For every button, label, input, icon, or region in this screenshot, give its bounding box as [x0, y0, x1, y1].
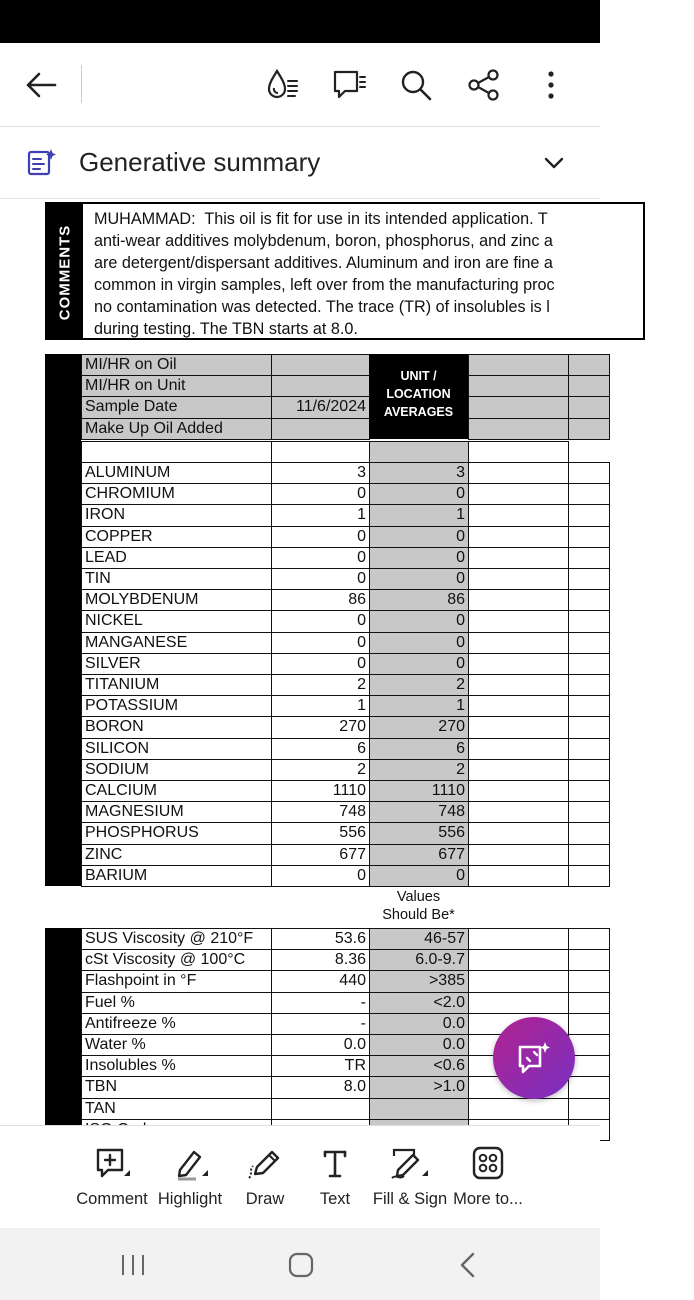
property-should-be: >1.0: [369, 1076, 469, 1098]
comments-icon[interactable]: [327, 63, 371, 107]
ai-assistant-icon: [514, 1038, 554, 1078]
property-should-be: [369, 1098, 469, 1120]
more-icon[interactable]: [529, 63, 573, 107]
element-value: 1: [271, 695, 370, 717]
spacer-cell: [81, 441, 272, 463]
element-average: 2: [369, 759, 469, 781]
element-average: 0: [369, 865, 469, 887]
extra-column-cell: [468, 610, 569, 632]
values-header-line: Values: [396, 889, 441, 905]
bottom-tools-bar: [0, 1125, 600, 1228]
property-name: Antifreeze %: [81, 1013, 272, 1035]
extra-column-cell: [568, 462, 610, 484]
extra-column-cell: [468, 949, 569, 971]
extra-column-cell: [568, 526, 610, 548]
element-value: 3: [271, 462, 370, 484]
text-icon: [313, 1146, 357, 1182]
comments-label: COMMENTS: [56, 224, 74, 321]
property-should-be: 6.0-9.7: [369, 949, 469, 971]
spacer-cell: [468, 441, 569, 463]
element-average: 0: [369, 653, 469, 675]
element-name: BARIUM: [81, 865, 272, 887]
back-icon[interactable]: [448, 1250, 488, 1280]
property-value: [271, 1098, 370, 1120]
extra-column-cell: [468, 354, 569, 376]
property-should-be: >385: [369, 970, 469, 992]
text-tool-label: Text: [319, 1190, 351, 1208]
property-name: SUS Viscosity @ 210°F: [81, 928, 272, 950]
unit-header-line: UNIT /: [400, 369, 437, 383]
extra-column-cell: [568, 568, 610, 590]
comments-line: MUHAMMAD: This oil is fit for use in its intended application. T: [94, 210, 548, 228]
unit-header-line: AVERAGES: [383, 405, 454, 419]
unit-header-line: LOCATION: [386, 387, 451, 401]
property-value: 8.0: [271, 1076, 370, 1098]
share-icon[interactable]: [462, 63, 506, 107]
property-should-be: 0.0: [369, 1034, 469, 1056]
comments-line: common in virgin samples, left over from the manufacturing proc: [94, 276, 555, 294]
property-name: Flashpoint in °F: [81, 970, 272, 992]
system-nav-bar: [0, 1228, 600, 1300]
extra-column-cell: [568, 483, 610, 505]
header-row-value: [271, 375, 370, 397]
extra-column-cell: [468, 632, 569, 654]
element-name: ZINC: [81, 844, 272, 866]
element-name: NICKEL: [81, 610, 272, 632]
extra-column-cell: [568, 1098, 610, 1120]
properties-label: [53, 928, 73, 1088]
extra-column-cell: [468, 716, 569, 738]
element-value: 1: [271, 504, 370, 526]
element-name: TITANIUM: [81, 674, 272, 696]
comments-line: are detergent/dispersant additives. Aluminum and iron are fine a: [94, 254, 553, 272]
extra-column-cell: [568, 632, 610, 654]
extra-column-cell: [468, 653, 569, 675]
element-value: 0: [271, 526, 370, 548]
extra-column-cell: [468, 801, 569, 823]
extra-column-cell: [468, 928, 569, 950]
header-row-label: Make Up Oil Added: [81, 418, 272, 440]
element-name: TIN: [81, 568, 272, 590]
element-value: 6: [271, 738, 370, 760]
fill-sign-icon: [388, 1146, 432, 1182]
extra-column-cell: [468, 504, 569, 526]
extra-column-cell: [468, 589, 569, 611]
highlight-icon: [168, 1146, 212, 1182]
element-value: 0: [271, 568, 370, 590]
property-value: 440: [271, 970, 370, 992]
property-name: cSt Viscosity @ 100°C: [81, 949, 272, 971]
header-row-label: MI/HR on Unit: [81, 375, 272, 397]
extra-column-cell: [468, 695, 569, 717]
more-tools-icon: [466, 1146, 510, 1182]
extra-column-cell: [468, 844, 569, 866]
header-row-label: Sample Date: [81, 396, 272, 418]
element-value: 0: [271, 610, 370, 632]
element-value: 0: [271, 632, 370, 654]
header-row-label: MI/HR on Oil: [81, 354, 272, 376]
extra-column-cell: [568, 589, 610, 611]
extra-column-cell: [568, 1013, 610, 1035]
extra-column-cell: [468, 568, 569, 590]
spacer-cell: [271, 441, 370, 463]
element-value: 2: [271, 674, 370, 696]
property-name: Insolubles %: [81, 1055, 272, 1077]
values-should-be-header: [363, 888, 474, 926]
top-toolbar: [0, 43, 600, 127]
extra-column-cell: [568, 674, 610, 696]
element-name: MOLYBDENUM: [81, 589, 272, 611]
extra-column-cell: [468, 780, 569, 802]
chevron-down-icon[interactable]: [540, 149, 568, 177]
property-name: Water %: [81, 1034, 272, 1056]
element-value: 0: [271, 483, 370, 505]
element-name: BORON: [81, 716, 272, 738]
extra-column-cell: [568, 801, 610, 823]
extra-column-cell: [568, 354, 610, 376]
status-bar: [0, 0, 600, 43]
home-icon[interactable]: [281, 1250, 321, 1280]
comment-tool[interactable]: [69, 1146, 155, 1209]
element-name: CALCIUM: [81, 780, 272, 802]
comments-line: during testing. The TBN starts at 8.0.: [94, 320, 358, 338]
element-value: 2: [271, 759, 370, 781]
draw-tool-label: Draw: [245, 1190, 285, 1208]
extra-column-cell: [568, 844, 610, 866]
element-name: MANGANESE: [81, 632, 272, 654]
text-tool[interactable]: [292, 1146, 378, 1209]
extra-column-cell: [468, 483, 569, 505]
generative-summary-icon: [26, 147, 58, 179]
element-average: 1110: [369, 780, 469, 802]
property-name: TAN: [81, 1098, 272, 1120]
element-name: ALUMINUM: [81, 462, 272, 484]
element-average: 2: [369, 674, 469, 696]
extra-column-cell: [468, 992, 569, 1014]
element-value: 0: [271, 547, 370, 569]
extra-column-cell: [468, 822, 569, 844]
extra-column-cell: [568, 653, 610, 675]
element-name: PHOSPHORUS: [81, 822, 272, 844]
element-average: 748: [369, 801, 469, 823]
header-side-bar: [45, 354, 81, 439]
comments-text: [94, 208, 694, 340]
element-average: 0: [369, 610, 469, 632]
extra-column-cell: [568, 396, 610, 418]
element-average: 0: [369, 632, 469, 654]
extra-column-cell: [568, 738, 610, 760]
header-row-value: 11/6/2024: [271, 396, 370, 418]
property-value: TR: [271, 1055, 370, 1077]
extra-column-cell: [568, 780, 610, 802]
element-average: 0: [369, 526, 469, 548]
element-average: 270: [369, 716, 469, 738]
element-average: 556: [369, 822, 469, 844]
element-name: COPPER: [81, 526, 272, 548]
fill-sign-tool[interactable]: [367, 1146, 453, 1209]
highlight-tool[interactable]: [147, 1146, 233, 1209]
element-name: SODIUM: [81, 759, 272, 781]
unit-averages-header: [369, 354, 468, 439]
extra-column-cell: [568, 970, 610, 992]
property-should-be: <2.0: [369, 992, 469, 1014]
header-row-value: [271, 418, 370, 440]
element-name: SILVER: [81, 653, 272, 675]
element-average: 0: [369, 568, 469, 590]
element-value: 86: [271, 589, 370, 611]
values-header-line: Should Be*: [382, 907, 455, 923]
header-row-value: [271, 354, 370, 376]
document-view[interactable]: [0, 199, 600, 1125]
ai-assistant-button[interactable]: [493, 1017, 575, 1099]
element-value: 0: [271, 865, 370, 887]
highlight-tool-label: Highlight: [157, 1190, 223, 1208]
extra-column-cell: [568, 759, 610, 781]
more-tools-label: More to...: [453, 1190, 523, 1208]
element-value: 270: [271, 716, 370, 738]
extra-column-cell: [468, 526, 569, 548]
extra-column-cell: [468, 1098, 569, 1120]
property-should-be: 0.0: [369, 1013, 469, 1035]
extra-column-cell: [568, 992, 610, 1014]
spacer-cell: [369, 441, 469, 463]
comments-line: no contamination was detected. The trace (TR) of insolubles is l: [94, 298, 550, 316]
extra-column-cell: [468, 738, 569, 760]
comment-tool-label: Comment: [76, 1190, 148, 1208]
generative-summary-bar[interactable]: [0, 127, 600, 199]
extra-column-cell: [568, 695, 610, 717]
property-name: Fuel %: [81, 992, 272, 1014]
extra-column-cell: [568, 928, 610, 950]
extra-column-cell: [568, 865, 610, 887]
element-name: MAGNESIUM: [81, 801, 272, 823]
element-name: SILICON: [81, 738, 272, 760]
extra-column-cell: [568, 1076, 610, 1098]
element-average: 1: [369, 504, 469, 526]
extra-column-cell: [468, 970, 569, 992]
extra-column-cell: [468, 547, 569, 569]
extra-column-cell: [568, 547, 610, 569]
element-name: POTASSIUM: [81, 695, 272, 717]
extra-column-cell: [568, 822, 610, 844]
search-icon[interactable]: [394, 63, 438, 107]
extra-column-cell: [568, 949, 610, 971]
property-should-be: 46-57: [369, 928, 469, 950]
extra-column-cell: [568, 418, 610, 440]
toolbar-divider: [81, 65, 82, 103]
draw-icon: [243, 1146, 287, 1182]
element-value: 748: [271, 801, 370, 823]
extra-column-cell: [568, 504, 610, 526]
extra-column-cell: [468, 462, 569, 484]
element-name: IRON: [81, 504, 272, 526]
comments-side-label-bar: [47, 204, 83, 338]
text-to-speech-icon[interactable]: [260, 63, 304, 107]
extra-column-cell: [468, 865, 569, 887]
element-name: LEAD: [81, 547, 272, 569]
element-average: 1: [369, 695, 469, 717]
extra-column-cell: [468, 674, 569, 696]
element-value: 0: [271, 653, 370, 675]
comments-section: [45, 202, 645, 340]
summary-title: Generative summary: [79, 147, 321, 177]
element-average: 86: [369, 589, 469, 611]
extra-column-cell: [568, 375, 610, 397]
element-average: 3: [369, 462, 469, 484]
element-value: 677: [271, 844, 370, 866]
property-name: TBN: [81, 1076, 272, 1098]
comment-add-icon: [90, 1146, 134, 1182]
property-value: 0.0: [271, 1034, 370, 1056]
more-tools-button[interactable]: [445, 1146, 531, 1209]
extra-column-cell: [568, 610, 610, 632]
element-average: 0: [369, 483, 469, 505]
extra-column-cell: [468, 396, 569, 418]
property-value: -: [271, 1013, 370, 1035]
element-name: CHROMIUM: [81, 483, 272, 505]
extra-column-cell: [568, 716, 610, 738]
extra-column-cell: [468, 375, 569, 397]
property-should-be: <0.6: [369, 1055, 469, 1077]
recents-icon[interactable]: [113, 1250, 153, 1280]
extra-column-cell: [468, 759, 569, 781]
element-average: 6: [369, 738, 469, 760]
element-value: 1110: [271, 780, 370, 802]
extra-column-cell: [468, 418, 569, 440]
property-value: 8.36: [271, 949, 370, 971]
element-value: 556: [271, 822, 370, 844]
element-average: 677: [369, 844, 469, 866]
fill-sign-tool-label: Fill & Sign: [372, 1190, 448, 1208]
property-value: -: [271, 992, 370, 1014]
elements-label: [53, 503, 73, 823]
comments-line: anti-wear additives molybdenum, boron, phosphorus, and zinc a: [94, 232, 553, 250]
element-average: 0: [369, 547, 469, 569]
property-value: 53.6: [271, 928, 370, 950]
back-arrow-icon[interactable]: [19, 63, 63, 107]
